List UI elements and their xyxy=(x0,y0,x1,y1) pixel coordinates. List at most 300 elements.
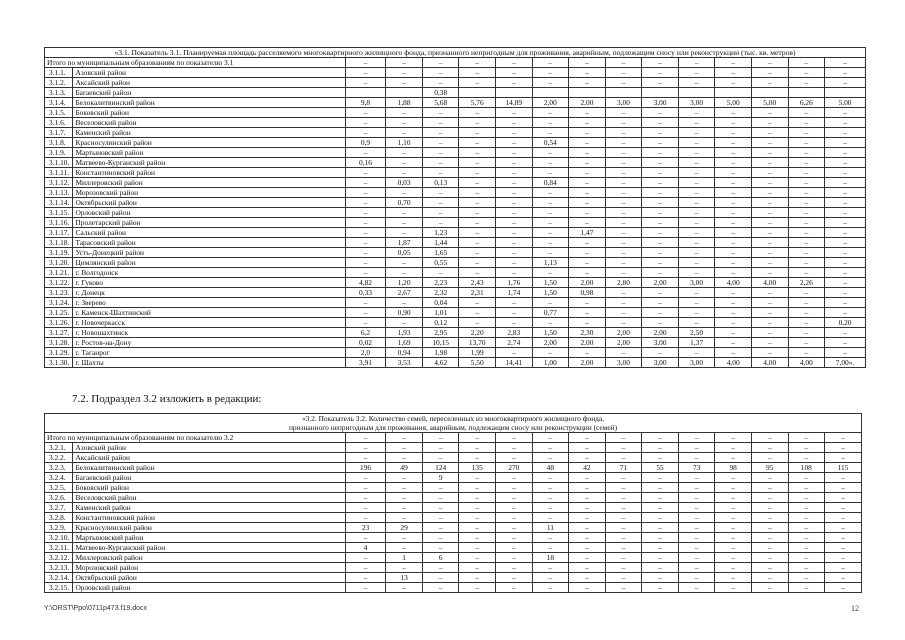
row-value: – xyxy=(459,188,496,198)
row-value: – xyxy=(532,78,569,88)
table-title-line: признанного непригодным для проживания, аварийным, подлежащим сносу или реконструкции (семей) xyxy=(288,423,618,432)
row-value: – xyxy=(386,168,423,178)
total-value: – xyxy=(386,433,423,443)
row-value: 0,77 xyxy=(532,308,569,318)
row-value: 3,00 xyxy=(678,278,715,288)
row-value: – xyxy=(788,473,825,483)
row-value: – xyxy=(345,218,386,228)
row-value: – xyxy=(345,108,386,118)
row-value: – xyxy=(532,583,569,593)
row-value: – xyxy=(386,258,423,268)
row-code: 3.1.9. xyxy=(45,148,73,158)
row-code: 3.1.11. xyxy=(45,168,73,178)
row-value: 0,05 xyxy=(386,248,423,258)
row-value: – xyxy=(532,443,569,453)
row-name: Морозовский район xyxy=(73,563,345,573)
row-value: – xyxy=(532,228,569,238)
row-value: 14,89 xyxy=(496,98,533,108)
row-value: – xyxy=(605,238,642,248)
table-row xyxy=(45,248,866,258)
total-value: – xyxy=(345,433,386,443)
row-code: 3.1.16. xyxy=(45,218,73,228)
row-value: 4,00 xyxy=(715,358,752,368)
row-value: – xyxy=(715,298,752,308)
row-value: – xyxy=(459,108,496,118)
row-value: – xyxy=(678,348,715,358)
row-value: – xyxy=(605,543,642,553)
row-value: – xyxy=(605,318,642,328)
row-value: – xyxy=(459,533,496,543)
row-value: – xyxy=(751,573,788,583)
row-value: – xyxy=(496,473,533,483)
row-value: 0,33 xyxy=(345,288,386,298)
row-value: 14,41 xyxy=(496,358,533,368)
row-value: – xyxy=(678,258,715,268)
row-value: – xyxy=(532,533,569,543)
row-value: – xyxy=(605,473,642,483)
row-value: – xyxy=(605,298,642,308)
row-name: Белокалитвинский район xyxy=(73,98,345,108)
row-name: Матвеево-Курганский район xyxy=(73,158,345,168)
row-value: – xyxy=(459,138,496,148)
row-value: – xyxy=(422,513,459,523)
row-value: – xyxy=(345,78,386,88)
row-value: 2,30 xyxy=(569,328,606,338)
row-code: 3.1.27. xyxy=(45,328,73,338)
row-value: – xyxy=(459,218,496,228)
row-value: – xyxy=(386,108,423,118)
row-value: – xyxy=(569,268,606,278)
row-value: – xyxy=(788,453,825,463)
row-value: – xyxy=(532,68,569,78)
row-code: 3.1.12. xyxy=(45,178,73,188)
row-value: – xyxy=(532,188,569,198)
table-row xyxy=(45,78,866,88)
total-value: – xyxy=(678,58,715,68)
row-value: 2,00 xyxy=(605,338,642,348)
table-total-row xyxy=(45,433,862,443)
row-value: 1,50 xyxy=(532,288,569,298)
row-value: – xyxy=(345,513,386,523)
row-value: 4,62 xyxy=(422,358,459,368)
row-value: – xyxy=(496,108,533,118)
row-value: – xyxy=(532,563,569,573)
row-value: – xyxy=(642,158,679,168)
row-value: – xyxy=(678,128,715,138)
row-value: – xyxy=(788,493,825,503)
row-value: – xyxy=(569,473,606,483)
row-value: – xyxy=(605,118,642,128)
row-name: Каменский район xyxy=(73,503,345,513)
row-code: 3.1.4. xyxy=(45,98,73,108)
row-value: – xyxy=(751,328,788,338)
row-value: – xyxy=(715,543,752,553)
row-value: – xyxy=(422,138,459,148)
row-value: – xyxy=(642,493,679,503)
row-value: – xyxy=(825,268,866,278)
row-value: – xyxy=(386,118,423,128)
row-value: – xyxy=(496,583,533,593)
row-value: – xyxy=(825,493,862,503)
table-total-row xyxy=(45,58,866,68)
page-number: 12 xyxy=(851,604,859,613)
row-value: – xyxy=(642,248,679,258)
row-value: – xyxy=(751,138,788,148)
row-value: – xyxy=(532,573,569,583)
row-value: 11 xyxy=(532,523,569,533)
row-code: 3.1.10. xyxy=(45,158,73,168)
row-value: – xyxy=(751,168,788,178)
row-value: 3,00 xyxy=(642,98,679,108)
row-value: – xyxy=(642,138,679,148)
row-value: – xyxy=(642,238,679,248)
row-value: – xyxy=(569,128,606,138)
row-value: 1,00 xyxy=(532,358,569,368)
row-value: 1,74 xyxy=(496,288,533,298)
row-value: – xyxy=(715,348,752,358)
row-value: – xyxy=(422,78,459,88)
row-value: – xyxy=(825,483,862,493)
row-value: – xyxy=(642,108,679,118)
row-name: Аксайский район xyxy=(73,78,345,88)
row-value: – xyxy=(788,218,825,228)
row-code: 3.2.8. xyxy=(45,513,73,523)
row-value: – xyxy=(642,453,679,463)
row-value: – xyxy=(715,533,752,543)
row-value: – xyxy=(751,178,788,188)
row-value: – xyxy=(532,108,569,118)
row-name: Пролетарский район xyxy=(73,218,345,228)
row-value: – xyxy=(386,128,423,138)
row-value: – xyxy=(459,118,496,128)
row-value: – xyxy=(496,573,533,583)
row-value: – xyxy=(788,228,825,238)
row-value: – xyxy=(715,513,752,523)
row-value: – xyxy=(569,533,606,543)
table-row xyxy=(45,228,866,238)
row-value: – xyxy=(715,308,752,318)
row-value: – xyxy=(751,513,788,523)
row-value: – xyxy=(678,248,715,258)
table-row xyxy=(45,278,866,288)
row-value: – xyxy=(715,288,752,298)
total-value: – xyxy=(569,58,606,68)
row-value: 1,76 xyxy=(496,278,533,288)
row-value: – xyxy=(715,338,752,348)
row-value: – xyxy=(825,168,866,178)
row-code: 3.1.14. xyxy=(45,198,73,208)
row-code: 3.2.7. xyxy=(45,503,73,513)
row-code: 3.2.4. xyxy=(45,473,73,483)
row-value: – xyxy=(459,493,496,503)
row-value: – xyxy=(642,78,679,88)
row-value: – xyxy=(678,513,715,523)
row-code: 3.2.10. xyxy=(45,533,73,543)
row-value: – xyxy=(345,268,386,278)
row-value: – xyxy=(715,158,752,168)
row-value: 2,23 xyxy=(422,278,459,288)
row-value: 0,94 xyxy=(386,348,423,358)
row-value: – xyxy=(605,188,642,198)
row-value: – xyxy=(825,553,862,563)
row-value: – xyxy=(422,583,459,593)
table-row xyxy=(45,148,866,158)
row-value: – xyxy=(642,473,679,483)
row-value: – xyxy=(678,573,715,583)
row-value: 1,47 xyxy=(569,228,606,238)
row-value: 4 xyxy=(345,543,386,553)
row-value: – xyxy=(569,493,606,503)
row-value: – xyxy=(386,503,423,513)
row-value: – xyxy=(788,338,825,348)
row-value: – xyxy=(386,68,423,78)
row-value: 2,74 xyxy=(496,338,533,348)
row-name: г. Каменск-Шахтинский xyxy=(73,308,345,318)
row-name: Красносулинский район xyxy=(73,138,345,148)
row-value: – xyxy=(825,278,866,288)
row-value: 0,20 xyxy=(825,318,866,328)
row-value: – xyxy=(825,573,862,583)
total-value: – xyxy=(788,58,825,68)
row-value: – xyxy=(642,178,679,188)
row-name: Мартыновский район xyxy=(73,533,345,543)
row-value: 2,00 xyxy=(605,328,642,338)
row-value: – xyxy=(678,288,715,298)
row-value xyxy=(569,88,606,98)
row-value: – xyxy=(751,148,788,158)
row-value: 2,00 xyxy=(569,98,606,108)
row-value: – xyxy=(345,258,386,268)
row-code: 3.1.23. xyxy=(45,288,73,298)
row-value: – xyxy=(422,68,459,78)
row-value: – xyxy=(459,68,496,78)
table-row xyxy=(45,258,866,268)
row-value: – xyxy=(496,198,533,208)
row-code: 3.2.11. xyxy=(45,543,73,553)
row-value: – xyxy=(496,138,533,148)
row-value: 1,93 xyxy=(386,328,423,338)
row-name: г. Волгодонск xyxy=(73,268,345,278)
row-value: 1,50 xyxy=(532,328,569,338)
row-value: – xyxy=(825,178,866,188)
row-name: Миллеровский район xyxy=(73,553,345,563)
row-value: – xyxy=(532,118,569,128)
table-row xyxy=(45,493,862,503)
row-value: – xyxy=(678,148,715,158)
row-code: 3.1.20. xyxy=(45,258,73,268)
row-name: г. Зверево xyxy=(73,298,345,308)
row-value: 3,00 xyxy=(642,338,679,348)
row-value: 2,26 xyxy=(788,278,825,288)
row-value: – xyxy=(788,238,825,248)
table-row xyxy=(45,158,866,168)
row-code: 3.2.9. xyxy=(45,523,73,533)
row-value: – xyxy=(825,308,866,318)
row-value: – xyxy=(532,198,569,208)
row-value: – xyxy=(422,198,459,208)
row-value: – xyxy=(715,148,752,158)
row-value: 0,13 xyxy=(422,178,459,188)
row-code: 3.2.6. xyxy=(45,493,73,503)
row-value: – xyxy=(788,138,825,148)
table-row xyxy=(45,108,866,118)
row-value: – xyxy=(532,238,569,248)
row-value: – xyxy=(715,493,752,503)
row-value: – xyxy=(386,158,423,168)
row-value: – xyxy=(825,523,862,533)
row-value: – xyxy=(788,523,825,533)
row-value: – xyxy=(642,533,679,543)
row-value: – xyxy=(678,198,715,208)
row-name: Константиновский район xyxy=(73,513,345,523)
row-name: Красносулинский район xyxy=(73,523,345,533)
row-value: – xyxy=(678,553,715,563)
row-value: – xyxy=(569,503,606,513)
row-value: – xyxy=(496,178,533,188)
row-value: – xyxy=(345,298,386,308)
row-value: – xyxy=(825,543,862,553)
row-value: – xyxy=(496,483,533,493)
row-value: – xyxy=(605,573,642,583)
row-value: – xyxy=(605,258,642,268)
row-value: – xyxy=(569,218,606,228)
row-value: – xyxy=(532,493,569,503)
row-value: – xyxy=(345,248,386,258)
row-value: – xyxy=(496,513,533,523)
row-value: – xyxy=(532,453,569,463)
row-value: – xyxy=(569,553,606,563)
row-value: 3,00 xyxy=(678,98,715,108)
row-value: 270 xyxy=(496,463,533,473)
row-value: 5,00 xyxy=(825,98,866,108)
row-value: – xyxy=(422,533,459,543)
row-value: – xyxy=(605,228,642,238)
row-value: – xyxy=(678,178,715,188)
row-value: – xyxy=(569,208,606,218)
row-value: – xyxy=(422,128,459,138)
row-value: – xyxy=(386,493,423,503)
row-value: – xyxy=(825,238,866,248)
row-value: – xyxy=(459,248,496,258)
row-value: – xyxy=(715,583,752,593)
row-value: – xyxy=(678,168,715,178)
row-value: – xyxy=(788,533,825,543)
row-value: – xyxy=(345,563,386,573)
row-value: – xyxy=(751,218,788,228)
row-value: – xyxy=(459,178,496,188)
row-value: – xyxy=(532,348,569,358)
row-value: 73 xyxy=(678,463,715,473)
row-value: – xyxy=(569,178,606,188)
row-name: Веселовский район xyxy=(73,493,345,503)
row-value: – xyxy=(532,318,569,328)
row-value: – xyxy=(605,583,642,593)
row-value: – xyxy=(422,483,459,493)
row-value: – xyxy=(715,268,752,278)
table-row xyxy=(45,483,862,493)
row-value: – xyxy=(751,493,788,503)
row-value: – xyxy=(715,573,752,583)
row-value: – xyxy=(605,68,642,78)
row-value: – xyxy=(715,138,752,148)
row-value: – xyxy=(569,483,606,493)
total-value: – xyxy=(569,433,606,443)
row-value: – xyxy=(825,513,862,523)
row-value: – xyxy=(569,318,606,328)
row-value: – xyxy=(496,148,533,158)
row-value: – xyxy=(496,188,533,198)
row-value: – xyxy=(345,573,386,583)
row-code: 3.1.26. xyxy=(45,318,73,328)
table-row xyxy=(45,523,862,533)
row-value: – xyxy=(345,238,386,248)
row-value: – xyxy=(825,248,866,258)
total-value: – xyxy=(715,433,752,443)
row-value: 0,04 xyxy=(422,298,459,308)
table-row xyxy=(45,533,862,543)
row-code: 3.1.18. xyxy=(45,238,73,248)
row-value: – xyxy=(642,118,679,128)
row-value: – xyxy=(788,513,825,523)
row-value: – xyxy=(825,503,862,513)
table-row xyxy=(45,168,866,178)
row-value: 2,00 xyxy=(569,338,606,348)
row-value: – xyxy=(459,523,496,533)
row-value: – xyxy=(459,268,496,278)
row-value: – xyxy=(678,208,715,218)
row-value: – xyxy=(605,158,642,168)
table-row xyxy=(45,573,862,583)
row-value: – xyxy=(825,198,866,208)
row-value: – xyxy=(345,178,386,188)
row-value: – xyxy=(386,268,423,278)
table-title-row xyxy=(45,414,862,433)
row-value: – xyxy=(345,198,386,208)
total-value: – xyxy=(788,433,825,443)
row-value: 2,95 xyxy=(422,328,459,338)
row-value: – xyxy=(386,453,423,463)
row-value: 29 xyxy=(386,523,423,533)
row-value: – xyxy=(678,188,715,198)
row-value: – xyxy=(459,208,496,218)
row-value: – xyxy=(496,318,533,328)
table-row xyxy=(45,188,866,198)
row-value: – xyxy=(345,533,386,543)
row-value: – xyxy=(532,168,569,178)
row-value: – xyxy=(715,443,752,453)
row-value: – xyxy=(345,188,386,198)
row-value: 10,15 xyxy=(422,338,459,348)
row-value: – xyxy=(678,268,715,278)
row-value: – xyxy=(459,168,496,178)
row-value: – xyxy=(788,503,825,513)
table-row xyxy=(45,138,866,148)
row-value xyxy=(386,88,423,98)
row-value: – xyxy=(788,308,825,318)
row-value: – xyxy=(678,218,715,228)
row-value: – xyxy=(825,118,866,128)
row-value: – xyxy=(569,188,606,198)
row-value: – xyxy=(605,503,642,513)
row-value: – xyxy=(825,338,866,348)
row-value: – xyxy=(678,453,715,463)
row-value: – xyxy=(496,118,533,128)
row-value: 0,84 xyxy=(532,178,569,188)
row-value: – xyxy=(642,208,679,218)
row-value: 1,10 xyxy=(386,138,423,148)
row-value: – xyxy=(422,443,459,453)
row-value: – xyxy=(788,348,825,358)
